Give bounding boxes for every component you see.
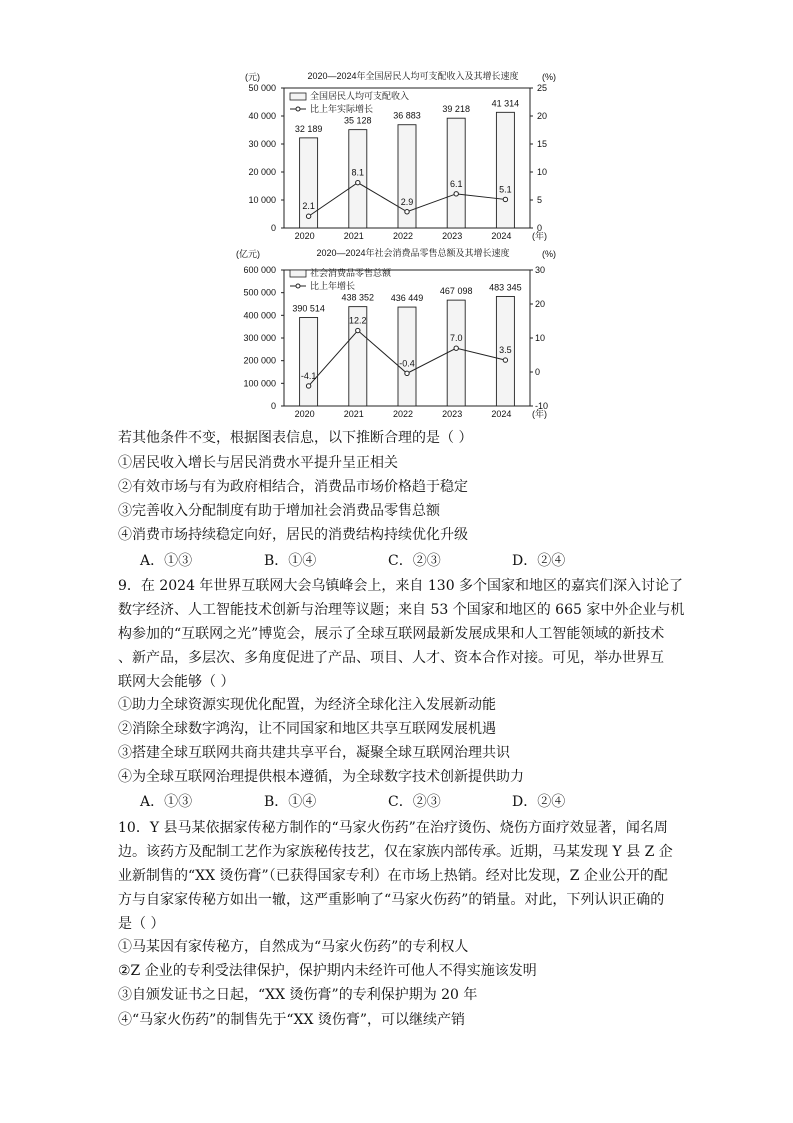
left-tick-label: 400 000 (243, 310, 276, 321)
growth-value-label: -4.1 (300, 370, 317, 381)
legend-line-label: 比上年实际增长 (310, 104, 374, 114)
left-tick-label: 0 (270, 223, 276, 233)
left-tick-label: 50 000 (248, 83, 276, 93)
right-tick-label: 15 (537, 139, 548, 149)
q9-item-2: ②消除全球数字鸿沟，让不同国家和地区共享互联网发展机遇 (118, 721, 496, 737)
right-tick-label: 5 (537, 195, 543, 205)
left-tick-label: 20 000 (248, 167, 276, 177)
growth-point (454, 346, 458, 350)
legend-line-marker (296, 107, 300, 111)
x-tick-label: 2020 (294, 231, 315, 241)
x-axis-unit: (年) (532, 231, 547, 241)
q8-option-a: A．①③ (140, 553, 193, 569)
bar-value-label: 32 189 (294, 123, 323, 134)
growth-point (454, 192, 458, 196)
growth-value-label: 8.1 (351, 167, 365, 178)
legend-line-label: 比上年增长 (310, 281, 356, 291)
right-tick-label: 20 (537, 111, 548, 121)
q8-option-c: C．②③ (388, 553, 441, 569)
x-tick-label: 2021 (343, 231, 364, 241)
growth-point (306, 214, 310, 218)
left-axis-unit: (元) (245, 72, 260, 82)
x-tick-label: 2023 (442, 409, 463, 419)
q8-item-2: ②有效市场与有为政府相结合，消费品市场价格趋于稳定 (118, 479, 468, 495)
right-axis-unit: (%) (542, 249, 556, 259)
q8-option-d: D．②④ (512, 553, 566, 569)
q9-option-c: C．②③ (388, 794, 441, 810)
charts-area (0, 0, 793, 430)
growth-value-label: 2.9 (400, 196, 414, 207)
q10-stem-line: 边。该药方及配制工艺作为家族秘传技艺，仅在家族内部传承。近期，马某发现 Y 县 Z 企 (118, 844, 673, 860)
q8-options (140, 551, 636, 571)
right-tick-label: 10 (535, 333, 546, 343)
q10-stem-line: 10．Y 县马某依据家传秘方制作的“马家火伤药”在治疗烫伤、烧伤方面疗效显著，闻名周 (118, 820, 668, 836)
bar (349, 130, 367, 228)
right-tick-label: 0 (537, 223, 543, 233)
q9-stem-line: 联网大会能够（ ） (118, 674, 235, 690)
left-tick-label: 40 000 (248, 111, 276, 121)
growth-value-label: 7.0 (449, 333, 463, 344)
bar (447, 300, 465, 406)
chart-2 (236, 247, 556, 419)
growth-point (405, 371, 409, 375)
left-tick-label: 30 000 (248, 139, 276, 149)
q9-option-d: D．②④ (512, 794, 566, 810)
legend-bar-swatch (290, 270, 306, 277)
growth-point (405, 210, 409, 214)
growth-point (503, 358, 507, 362)
bar-value-label: 36 883 (393, 110, 421, 121)
x-tick-label: 2022 (392, 409, 414, 419)
q10-item-1: ①马某因有家传秘方，自然成为“马家火伤药”的专利权人 (118, 939, 469, 955)
bar-value-label: 390 514 (292, 303, 325, 314)
q9-option-a: A．①③ (140, 794, 193, 810)
q9-options (140, 792, 636, 812)
growth-point (306, 384, 310, 388)
bar-value-label: 483 345 (489, 282, 522, 293)
chart-title: 2020—2024年全国居民人均可支配收入及其增长速度 (307, 71, 519, 81)
growth-value-label: 12.2 (349, 315, 367, 326)
q9-item-4: ④为全球互联网治理提供根本遵循，为全球数字技术创新提供助力 (118, 769, 524, 785)
q10-stem-line: 是（ ） (118, 916, 165, 932)
q9-stem (118, 574, 685, 694)
right-axis-unit: (%) (542, 72, 556, 82)
left-tick-label: 600 000 (243, 265, 276, 275)
q9-item-1: ①助力全球资源实现优化配置，为经济全球化注入发展新动能 (118, 697, 496, 713)
bar (300, 317, 318, 406)
bar-value-label: 438 352 (341, 292, 375, 303)
q10-stem (118, 816, 678, 936)
right-tick-label: -10 (535, 401, 549, 411)
growth-value-label: -0.4 (399, 358, 415, 369)
legend-bar-label: 社会消费品零售总额 (310, 268, 392, 278)
right-tick-label: 30 (535, 265, 546, 275)
x-tick-label: 2024 (491, 409, 512, 419)
q10-item-3: ③自颁发证书之日起，“XX 烫伤膏”的专利保护期为 20 年 (118, 987, 478, 1003)
x-tick-label: 2024 (491, 231, 512, 241)
legend-bar-swatch (290, 93, 306, 100)
left-tick-label: 200 000 (243, 355, 276, 366)
growth-point (356, 180, 360, 184)
q8-item-3: ③完善收入分配制度有助于增加社会消费品零售总额 (118, 503, 440, 519)
x-tick-label: 2020 (294, 409, 315, 419)
bar (447, 118, 465, 228)
q10-item-2: ②Z 企业的专利受法律保护，保护期内未经许可他人不得实施该发明 (118, 963, 537, 979)
left-axis-unit: (亿元) (236, 249, 260, 259)
right-tick-label: 10 (537, 167, 548, 177)
q8-stem: 若其他条件不变，根据图表信息，以下推断合理的是（ ） (118, 430, 473, 446)
bar-value-label: 39 218 (442, 104, 470, 115)
q8-item-1: ①居民收入增长与居民消费水平提升呈正相关 (118, 455, 398, 471)
q9-option-b: B．①④ (264, 794, 317, 810)
q8-item-4: ④消费市场持续稳定向好，居民的消费结构持续优化升级 (118, 527, 468, 543)
bar-value-label: 41 314 (491, 98, 520, 109)
growth-value-label: 3.5 (499, 345, 512, 356)
x-axis-unit: (年) (532, 409, 547, 419)
q9-stem-line: 构参加的“互联网之光”博览会，展示了全球互联网最新发展成果和人工智能领域的新技术 (118, 626, 665, 642)
right-tick-label: 20 (535, 299, 546, 309)
q10-stem-line: 方与自家家传秘方如出一辙，这严重影响了“马家火伤药”的销量。对此，下列认识正确的 (118, 892, 665, 908)
growth-value-label: 6.1 (449, 178, 463, 189)
x-tick-label: 2023 (442, 231, 463, 241)
left-tick-label: 300 000 (243, 333, 276, 343)
x-tick-label: 2022 (392, 231, 414, 241)
bar-value-label: 436 449 (390, 293, 424, 304)
growth-point (356, 328, 360, 332)
q8-option-b: B．①④ (264, 553, 317, 569)
bar (496, 112, 514, 228)
left-tick-label: 100 000 (243, 378, 276, 389)
growth-value-label: 2.1 (302, 201, 315, 212)
q10-stem-line: 业新制售的“XX 烫伤膏”（已获得国家专利）在市场上热销。经对比发现，Z 企业公开的配 (118, 868, 668, 884)
q9-stem-line: 9．在 2024 年世界互联网大会乌镇峰会上，来自 130 多个国家和地区的嘉宾们深入讨论了 (118, 578, 684, 594)
q9-stem-line: 数字经济、人工智能技术创新与治理等议题；来自 53 个国家和地区的 665 家中外企业与机 (118, 602, 685, 618)
chart-title: 2020—2024年社会消费品零售总额及其增长速度 (316, 248, 510, 258)
left-tick-label: 0 (270, 401, 276, 411)
legend-line-marker (296, 284, 300, 288)
bar (398, 307, 416, 406)
right-tick-label: 0 (535, 367, 541, 377)
q9-item-3: ③搭建全球互联网共商共建共享平台，凝聚全球互联网治理共识 (118, 745, 510, 761)
left-tick-label: 10 000 (248, 195, 276, 205)
bar-value-label: 35 128 (344, 115, 372, 126)
q10-item-4: ④“马家火伤药”的制售先于“XX 烫伤膏”，可以继续产销 (118, 1012, 466, 1028)
bar-value-label: 467 098 (439, 286, 473, 297)
q9-stem-line: 、新产品，多层次、多角度促进了产品、项目、人才、资本合作对接。可见，举办世界互 (118, 650, 664, 666)
chart-1 (245, 70, 556, 241)
left-tick-label: 500 000 (243, 287, 276, 298)
growth-value-label: 5.1 (499, 184, 512, 195)
growth-point (503, 197, 507, 201)
right-tick-label: 25 (537, 83, 548, 93)
x-tick-label: 2021 (343, 409, 364, 419)
legend-bar-label: 全国居民人均可支配收入 (310, 91, 410, 101)
